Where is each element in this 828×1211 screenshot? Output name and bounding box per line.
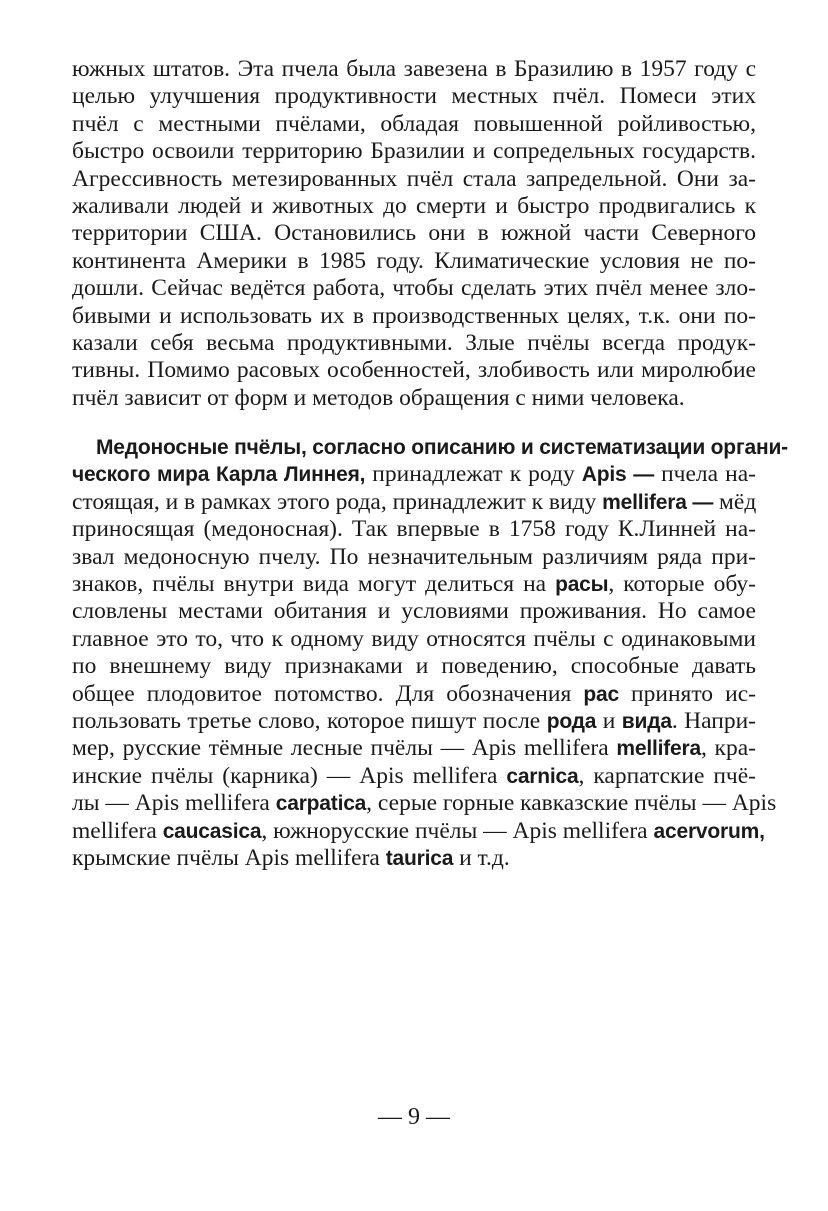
text-line: быстро освоили территорию Бразилии и сопредельных государств. <box>72 138 756 165</box>
text-line <box>72 735 756 762</box>
bold-term: acervorum, <box>653 819 765 843</box>
page-number: — 9 — <box>378 1104 450 1130</box>
text-line <box>72 708 756 735</box>
text-fragment: принято ис- <box>618 680 756 707</box>
text-line: континента Америки в 1985 году. Климатические условия не по- <box>72 247 756 274</box>
text-line: звал медоносную пчелу. По незначительным различиям ряда при- <box>72 543 756 570</box>
bold-term: mellifera <box>616 737 701 761</box>
text-fragment: мёд <box>713 488 757 515</box>
text-line <box>72 845 756 872</box>
bold-term: вида <box>621 709 672 733</box>
bold-term: Apis — <box>581 463 655 487</box>
bold-term: рас <box>583 682 619 706</box>
bold-term: caucasica <box>162 819 262 843</box>
text-fragment: пользовать третье слово, которое пишут после <box>72 707 547 734</box>
text-line: по внешнему виду признаками и поведению, способные давать <box>72 653 756 680</box>
text-line: приносящая (медоносная). Так впервые в 1758 году К.Линней на- <box>72 516 756 543</box>
text-line: пчёл зависит от форм и методов обращения с ними человека. <box>72 384 685 411</box>
text-fragment: мер, русские тёмные лесные пчёлы — Apis mellifera <box>72 735 617 762</box>
text-line: жаливали людей и животных до смерти и быстро продвигались к <box>72 192 756 219</box>
bold-term: ческого мира Карла Линнея, <box>72 463 366 487</box>
text-line: главное это то, что к одному виду относятся пчёлы с одинаковыми <box>72 625 756 652</box>
paragraph-2 <box>72 434 788 872</box>
text-line <box>72 571 756 598</box>
text-line: целью улучшения продуктивности местных пчёл. Помеси этих <box>72 83 756 110</box>
bold-term: taurica <box>385 846 454 870</box>
text-fragment: лы — Apis mellifera <box>72 790 276 817</box>
paragraph-gap <box>72 412 756 434</box>
bold-term: Медоносные пчёлы, согласно описанию и систематизации органи- <box>96 436 788 460</box>
text-line: дошли. Сейчас ведётся работа, чтобы сделать этих пчёл менее зло- <box>72 275 756 302</box>
text-line: словлены местами обитания и условиями проживания. Но самое <box>72 598 756 625</box>
page-body <box>72 56 788 872</box>
text-line <box>72 461 756 488</box>
text-fragment: , южнорусские пчёлы — Apis mellifera <box>261 817 654 844</box>
text-fragment: пчела на- <box>654 461 756 488</box>
paragraph-1 <box>72 56 756 412</box>
text-line: бивыми и использовать их в производственных целях, т.к. они по- <box>72 302 756 329</box>
text-fragment: крымские пчёлы Apis mellifera <box>72 844 386 871</box>
text-fragment: и <box>596 707 622 734</box>
text-line <box>72 763 756 790</box>
text-line: тивны. Помимо расовых особенностей, злобивость или миролюбие <box>72 357 756 384</box>
bold-term: carnica <box>506 764 579 788</box>
text-line: территории США. Остановились они в южной части Северного <box>72 220 756 247</box>
text-line <box>72 489 756 516</box>
text-fragment: mellifera <box>72 817 163 844</box>
text-fragment: , кра- <box>700 735 756 762</box>
text-fragment: , карпатские пчё- <box>578 762 756 789</box>
bold-term: расы <box>555 573 609 597</box>
bold-term: mellifera — <box>602 490 714 514</box>
text-fragment: . Напри- <box>671 707 756 734</box>
text-fragment: , серые горные кавказские пчёлы — Apis <box>366 790 777 817</box>
text-line <box>72 681 756 708</box>
text-line: Агрессивность метезированных пчёл стала запредельной. Они за- <box>72 165 756 192</box>
text-fragment: стоящая, и в рамках этого рода, принадлежит к виду <box>72 488 603 515</box>
text-line <box>72 790 777 817</box>
text-fragment: и т.д. <box>453 844 510 871</box>
text-fragment: принадлежат к роду <box>365 461 582 488</box>
text-line: южных штатов. Эта пчела была завезена в Бразилию в 1957 году с <box>72 56 756 82</box>
bold-term: рода <box>546 709 597 733</box>
text-fragment: общее плодовитое потомство. Для обозначения <box>72 680 584 707</box>
text-line <box>72 817 765 845</box>
text-line: казали себя весьма продуктивными. Злые пчёлы всегда продук- <box>72 329 756 356</box>
text-fragment: знаков, пчёлы внутри вида могут делиться на <box>72 571 556 598</box>
bold-term: carpatica <box>275 792 367 816</box>
text-line: пчёл с местными пчёлами, обладая повышенной ройливостью, <box>72 110 756 137</box>
text-line <box>72 434 788 461</box>
text-fragment: инские пчёлы (карника) — Apis mellifera <box>72 762 507 789</box>
text-fragment: , которые обу- <box>608 571 756 598</box>
